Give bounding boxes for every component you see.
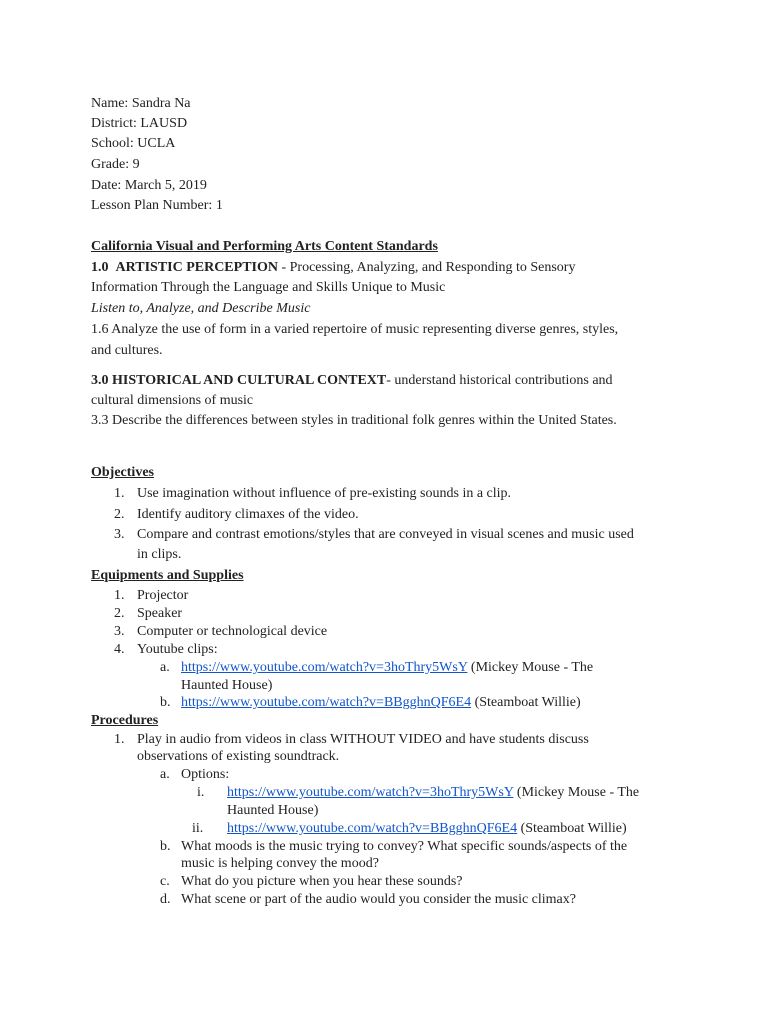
student-name: Name: Sandra Na: [91, 96, 191, 111]
procedure-substep: What do you picture when you hear these sounds?: [181, 874, 463, 889]
youtube-link[interactable]: https://www.youtube.com/watch?v=BBgghnQF6E4: [227, 821, 518, 836]
procedure-step-cont: observations of existing soundtrack.: [137, 749, 340, 764]
list-item-number: 3.: [114, 624, 125, 639]
option-item: [227, 784, 639, 802]
standard-1-text: - Processing, Analyzing, and Responding to Sensory: [277, 260, 576, 275]
standard-1-number: 1.0: [91, 260, 109, 275]
standard-1-subheading: Listen to, Analyze, and Describe Music: [91, 301, 311, 316]
option-item: [227, 820, 627, 838]
procedure-substep: Options:: [181, 767, 230, 782]
lesson-plan-number: Lesson Plan Number: 1: [91, 198, 223, 213]
equipment-item: Speaker: [137, 606, 183, 621]
school: School: UCLA: [91, 136, 176, 151]
procedure-substep: What moods is the music trying to convey? What specific sounds/aspects of the: [181, 839, 628, 854]
equipment-item: Computer or technological device: [137, 624, 328, 639]
list-item-roman: ii.: [192, 821, 204, 836]
procedure-substep-cont: music is helping convey the mood?: [181, 856, 379, 871]
standard-1-6: 1.6 Analyze the use of form in a varied repertoire of music representing diverse genres, styles,: [91, 322, 619, 337]
clip-description: (Steamboat Willie): [517, 821, 627, 836]
objective-item-cont: in clips.: [137, 547, 182, 562]
clip-description: (Mickey Mouse - The: [513, 785, 640, 800]
standard-3-line: [91, 372, 613, 390]
list-item-letter: a.: [160, 767, 170, 782]
objectives-heading: Objectives: [91, 465, 154, 480]
clip-description: (Steamboat Willie): [471, 695, 581, 710]
clip-description-cont: Haunted House): [181, 678, 273, 693]
equipment-item: Youtube clips:: [137, 642, 218, 657]
procedures-heading: Procedures: [91, 713, 159, 728]
standard-1-title: ARTISTIC PERCEPTION: [115, 260, 278, 275]
list-item-letter: c.: [160, 874, 170, 889]
standard-3-text-cont: cultural dimensions of music: [91, 393, 254, 408]
list-item-letter: d.: [160, 892, 171, 907]
clip-item: [181, 694, 581, 712]
list-item-number: 1.: [114, 732, 125, 747]
list-item-letter: a.: [160, 660, 170, 675]
standard-3-3: 3.3 Describe the differences between styles in traditional folk genres within the United States.: [91, 413, 617, 428]
equipment-item: Projector: [137, 588, 189, 603]
standard-1-text-cont: Information Through the Language and Skills Unique to Music: [91, 280, 446, 295]
grade: Grade: 9: [91, 157, 140, 172]
list-item-roman: i.: [197, 785, 205, 800]
equipment-heading: Equipments and Supplies: [91, 568, 244, 583]
list-item-number: 3.: [114, 527, 125, 542]
youtube-link[interactable]: https://www.youtube.com/watch?v=BBgghnQF6E4: [181, 695, 472, 710]
list-item-letter: b.: [160, 695, 171, 710]
clip-description-cont: Haunted House): [227, 803, 319, 818]
list-item-number: 1.: [114, 486, 125, 501]
list-item-number: 1.: [114, 588, 125, 603]
list-item-number: 4.: [114, 642, 125, 657]
clip-description: (Mickey Mouse - The: [467, 660, 594, 675]
district: District: LAUSD: [91, 116, 188, 131]
objective-item: Identify auditory climaxes of the video.: [137, 507, 359, 522]
standard-1-line: [91, 259, 575, 277]
objective-item: Compare and contrast emotions/styles that are conveyed in visual scenes and music used: [137, 527, 634, 542]
procedure-substep: What scene or part of the audio would you consider the music climax?: [181, 892, 576, 907]
youtube-link[interactable]: https://www.youtube.com/watch?v=3hoThry5WsY: [227, 785, 514, 800]
standards-heading: California Visual and Performing Arts Content Standards: [91, 239, 438, 254]
procedure-step: Play in audio from videos in class WITHOUT VIDEO and have students discuss: [137, 732, 589, 747]
list-item-number: 2.: [114, 606, 125, 621]
standard-3-text: - understand historical contributions and: [386, 373, 613, 388]
clip-item: [181, 659, 593, 677]
objective-item: Use imagination without influence of pre-existing sounds in a clip.: [137, 486, 512, 501]
list-item-number: 2.: [114, 507, 125, 522]
standard-1-6-cont: and cultures.: [91, 343, 163, 358]
date: Date: March 5, 2019: [91, 178, 207, 193]
youtube-link[interactable]: https://www.youtube.com/watch?v=3hoThry5WsY: [181, 660, 468, 675]
list-item-letter: b.: [160, 839, 171, 854]
standard-3-title: 3.0 HISTORICAL AND CULTURAL CONTEXT: [91, 373, 387, 388]
